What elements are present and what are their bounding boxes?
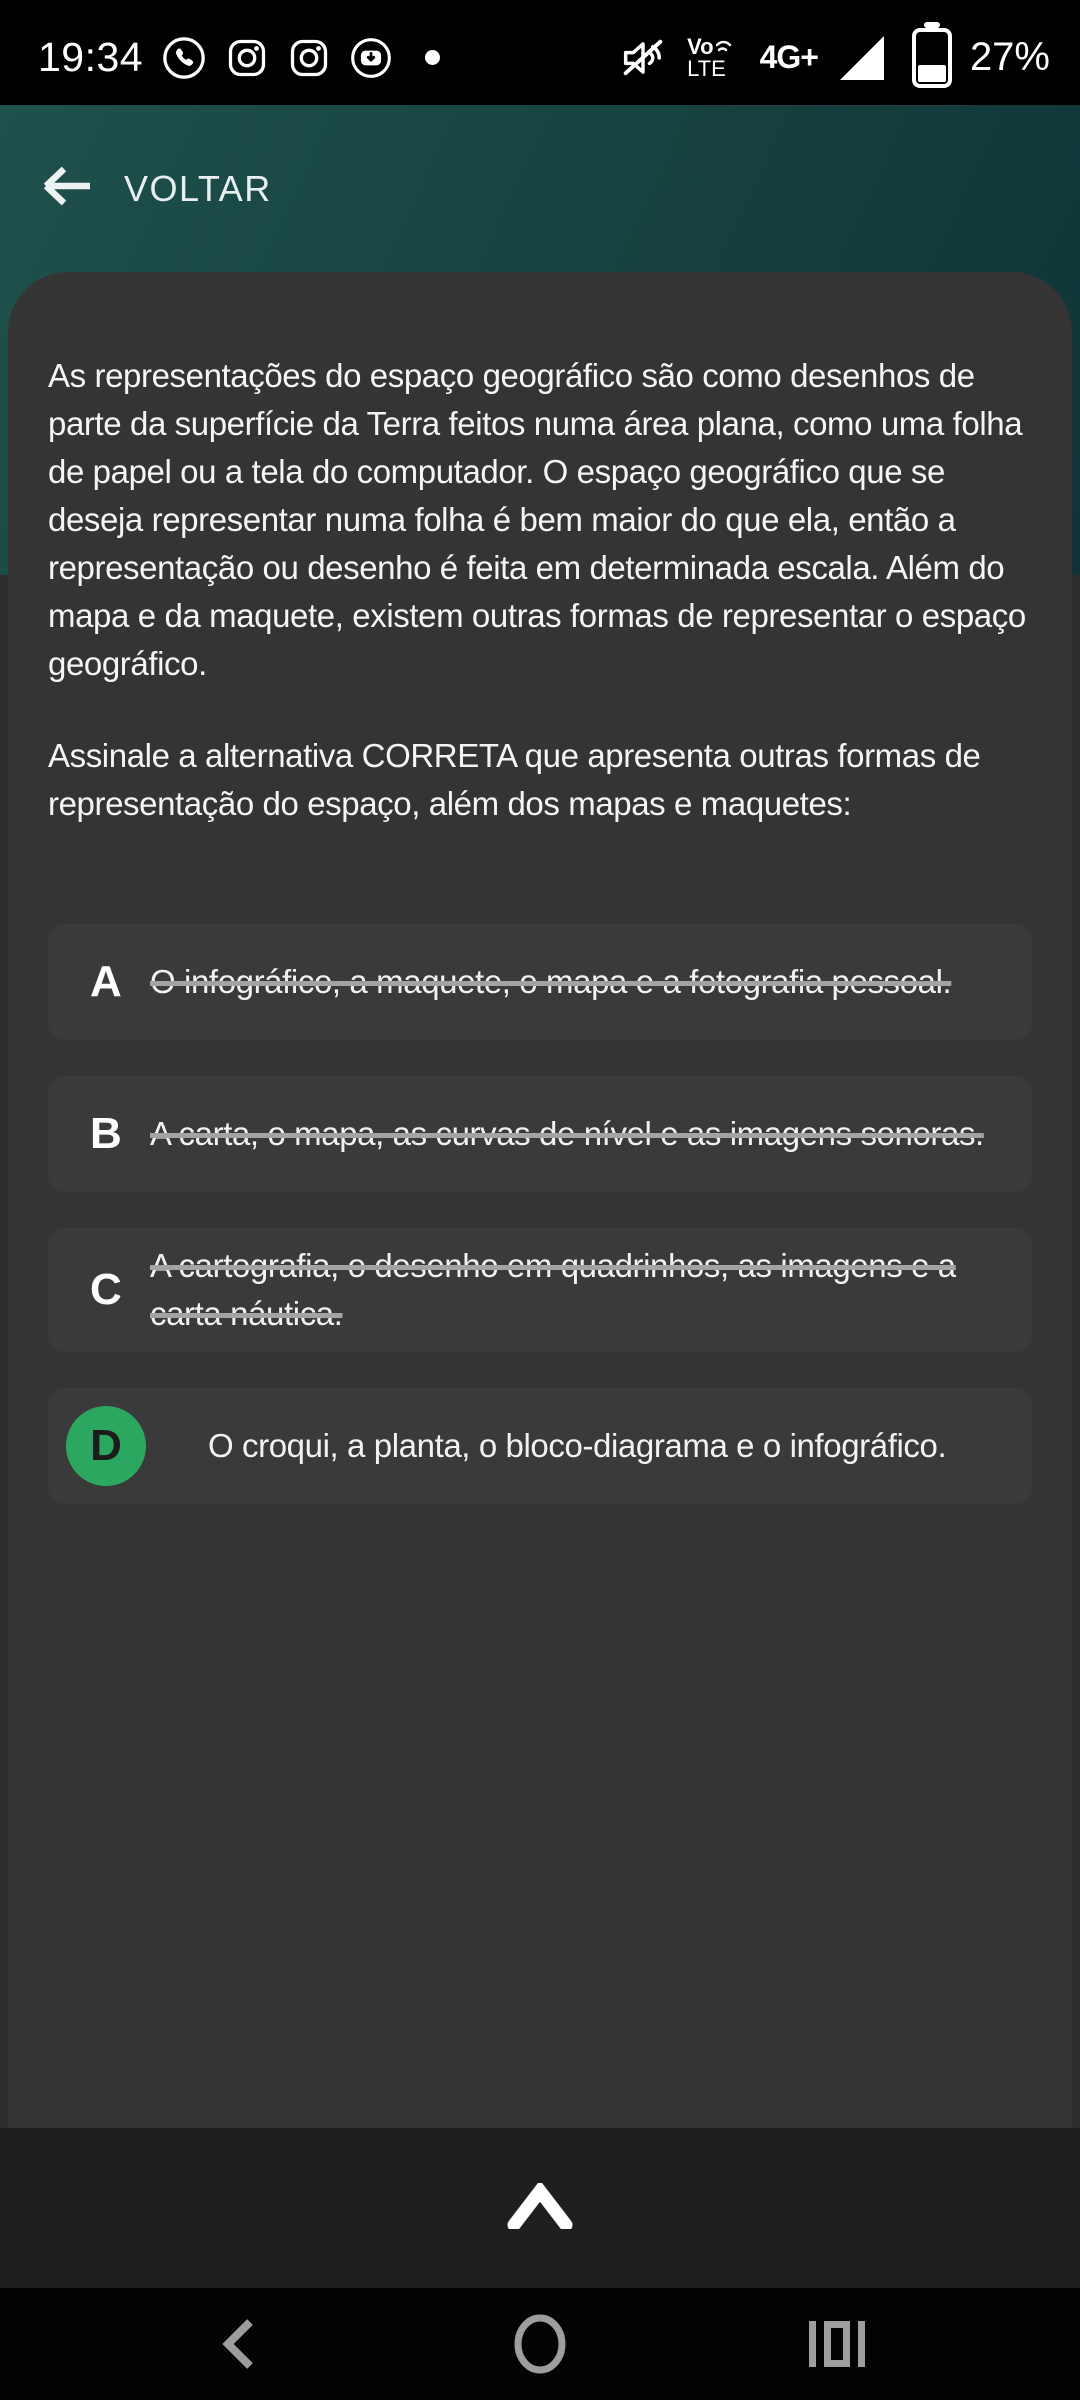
instagram-icon bbox=[287, 36, 331, 80]
option-a[interactable] bbox=[48, 924, 1032, 1040]
options-list bbox=[48, 924, 1032, 1504]
collapse-bar bbox=[0, 2128, 1080, 2288]
android-nav-bar bbox=[0, 2288, 1080, 2400]
option-text: A carta, o mapa, as curvas de nível e as imagens sonoras. bbox=[150, 1115, 984, 1152]
volte-icon: Vo LTE bbox=[687, 36, 739, 80]
app-background bbox=[0, 105, 1080, 2400]
battery-icon bbox=[912, 28, 952, 88]
option-letter: B bbox=[90, 1109, 122, 1158]
notification-dot bbox=[425, 50, 440, 65]
nav-back-icon[interactable] bbox=[178, 2288, 298, 2400]
nav-recents-icon[interactable] bbox=[777, 2288, 897, 2400]
download-icon bbox=[349, 36, 393, 80]
option-c[interactable] bbox=[48, 1228, 1032, 1352]
battery-percent-label: 27% bbox=[969, 35, 1050, 79]
option-text: O infográfico, a maquete, o mapa e a fotografia pessoal. bbox=[150, 963, 952, 1000]
chevron-up-icon[interactable] bbox=[502, 2183, 578, 2234]
nav-home-icon[interactable] bbox=[480, 2288, 600, 2400]
option-text: O croqui, a planta, o bloco-diagrama e o infográfico. bbox=[208, 1427, 947, 1464]
mute-icon bbox=[617, 32, 669, 84]
back-button[interactable]: VOLTAR bbox=[124, 167, 272, 209]
question-card bbox=[8, 272, 1072, 2400]
question-instruction: Assinale a alternativa CORRETA que apresenta outras formas de representação do espaço, além dos mapas e maquetes: bbox=[48, 737, 981, 822]
signal-icon bbox=[836, 34, 888, 82]
back-arrow-icon[interactable] bbox=[38, 161, 96, 216]
instagram-icon bbox=[225, 36, 269, 80]
correct-answer-badge: D bbox=[66, 1406, 146, 1486]
option-letter: A bbox=[90, 957, 122, 1006]
clock: 19:34 bbox=[38, 34, 144, 80]
status-bar bbox=[0, 0, 1080, 105]
question-paragraph: As representações do espaço geográfico são como desenhos de parte da superfície da Terra feitos numa área plana, como uma folha de papel ou a tela do computador. O espaço geográfico que se deseja representar numa folha é bem maior do que ela, então a representação ou desenho é feita em determinada escala. Além do mapa e da maquete, existem outras formas de representar o espaço geográfico. bbox=[48, 357, 1026, 682]
option-b[interactable] bbox=[48, 1076, 1032, 1192]
network-type-label: 4G+ bbox=[759, 39, 818, 75]
option-letter: C bbox=[90, 1265, 122, 1314]
app-bar bbox=[0, 105, 1080, 272]
option-text: A cartografia, o desenho em quadrinhos, as imagens e a carta náutica. bbox=[150, 1247, 956, 1332]
option-d[interactable] bbox=[48, 1388, 1032, 1504]
whatsapp-icon bbox=[161, 35, 207, 81]
